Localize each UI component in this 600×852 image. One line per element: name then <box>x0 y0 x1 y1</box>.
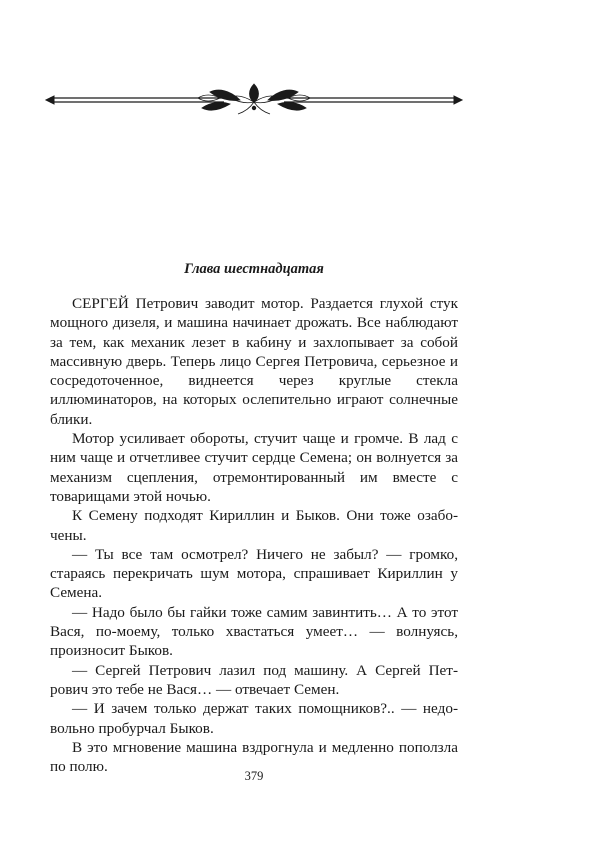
page-number: 379 <box>244 769 264 783</box>
ornament-right-rule <box>284 96 462 104</box>
paragraph: — Ты все там осмотрел? Ничего не забыл? — громко, стараясь перекричать шум мотора, спрашивает Кириллин у Семена. <box>50 545 458 602</box>
decorative-ornament <box>44 76 464 126</box>
ornament-leaf-motif <box>198 84 310 114</box>
body-text <box>50 294 458 776</box>
ornament-left-rule <box>46 96 224 104</box>
paragraph: Мотор усиливает обороты, стучит чаще и громче. В лад с ним чаще и отчетливее стучит сердце Семена; он волнуется за механизм сцепления, отремонтированный им вместе с товарищами этой ночью. <box>50 430 458 505</box>
paragraph: — И зачем только держат таких помощников?.. — недовольно пробурчал Быков. <box>50 700 458 737</box>
paragraph: — Сергей Петрович лазил под машину. А Сергей Петрович это тебе не Вася… — отвечает Семен. <box>50 661 458 698</box>
paragraph: — Надо было бы гайки тоже самим завинтить… А то этот Вася, по-моему, только хвастаться умеет… — волнуясь, произносит Быков. <box>50 603 458 660</box>
paragraph: В это мгновение машина вздрогнула и медленно поползла по полю. <box>50 738 458 776</box>
paragraph: СЕРГЕЙ Петрович заводит мотор. Раздается глухой стук мощного дизеля, и машина начинает дрожать. Все наблюдают за тем, как механик лезет в кабину и захлопывает за собой массивную дверь. Теперь лицо Сергея Петровича, серьезное и сосредоточенное, виднеется через круглые стекла иллюминаторов, на которых ослепительно играют солнечные блики. <box>50 295 458 428</box>
chapter-title: Глава шестнадцатая <box>184 261 324 277</box>
paragraph: К Семену подходят Кириллин и Быков. Они тоже озабочены. <box>50 507 458 544</box>
